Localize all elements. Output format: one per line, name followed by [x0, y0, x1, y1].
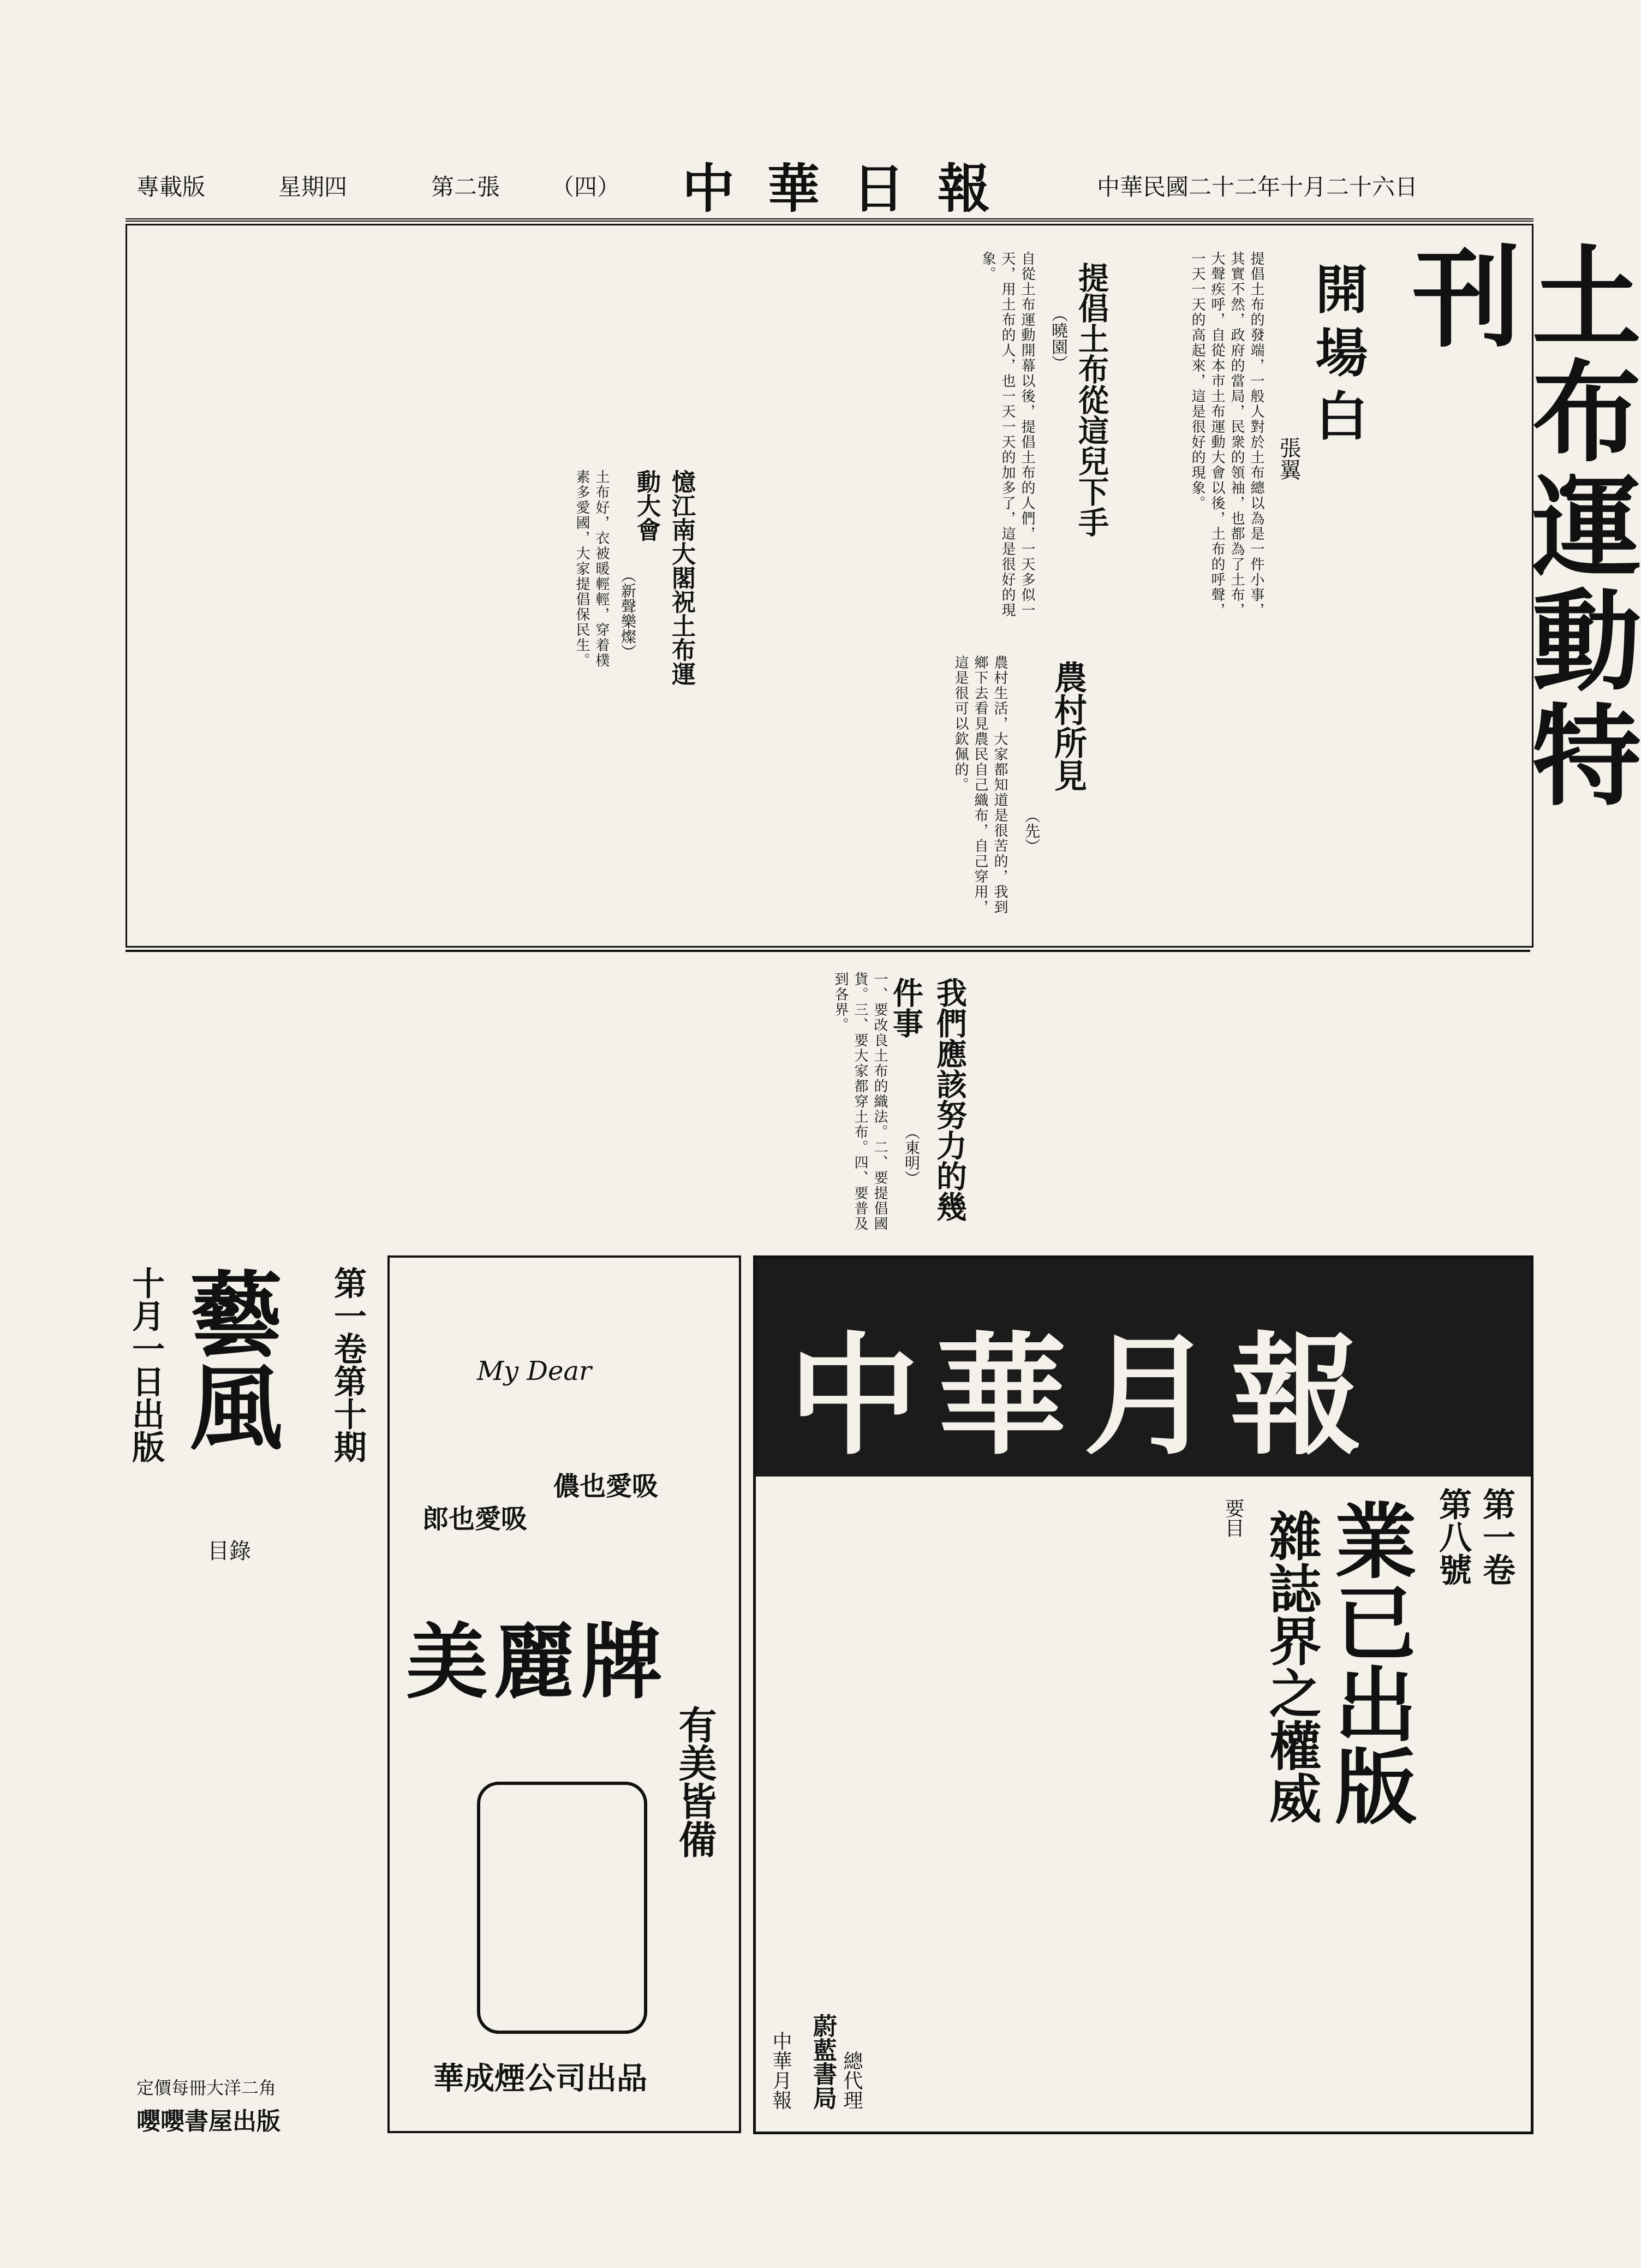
yifeng-date: 十月一日出版	[127, 1266, 165, 1463]
article-title: 憶江南大閣祝土布運動大會	[632, 469, 695, 686]
sheet-number: （四）	[551, 174, 620, 200]
magazine-ad	[753, 1255, 1533, 2134]
cigarette-side: 有美皆備	[672, 1705, 718, 1858]
magazine-slogan: 業已出版	[1321, 1498, 1416, 1826]
page-header	[126, 153, 1533, 222]
cigarette-english: My Dear	[477, 1356, 592, 1386]
article-1	[715, 240, 1119, 633]
magazine-issue: 第八號	[1434, 1487, 1472, 1586]
cigarette-slogan-right: 郎也愛吸	[422, 1504, 528, 1534]
magazine-ad-banner	[756, 1258, 1531, 1477]
article-author: （曉園）	[1048, 306, 1067, 371]
special-title: 土布運動特刊	[1394, 240, 1641, 813]
yifeng-vol: 第一卷第十期	[329, 1266, 367, 1463]
article-text: 土布好，衣被暖輕輕，穿着樸素多愛國，大家提倡保民生。	[574, 469, 610, 668]
magazine-subtitle: 雜誌界之權威	[1261, 1509, 1322, 1824]
cigarette-tin-icon	[477, 1782, 647, 2034]
article-text: 農村生活，大家都知道是很苦的，我到鄉下去看見農民自己織布，自己穿用，這是很可以欽佩的。	[952, 655, 1008, 915]
special-title-block	[1394, 240, 1641, 841]
issue-date: 中華民國二十二年十月二十六日	[1097, 174, 1418, 200]
yifeng-publisher: 嚶嚶書屋出版	[136, 2108, 281, 2135]
article-text: 自從土布運動開幕以後，提倡土布的人們，一天多似一天，用土布的人，也一天一天的加多了，這是很好的現象。	[980, 251, 1035, 618]
article-author: （東明）	[903, 1124, 921, 1186]
article-title: 農村所見	[1049, 660, 1087, 791]
page-number: 第二張	[431, 174, 500, 200]
section-rule	[126, 950, 1530, 952]
magazine-title: 中華月報	[789, 1320, 1378, 1473]
opening-title: 開場白	[1307, 262, 1369, 452]
magazine-toc-label: 要目	[1222, 1498, 1244, 1538]
article-4	[693, 961, 977, 1245]
yifeng-toc-label: 目錄	[207, 1539, 251, 1564]
section-label: 專載版	[136, 174, 206, 200]
opening-author: 張翼	[1276, 437, 1301, 480]
article-title: 我們應該努力的幾件事	[888, 977, 968, 1222]
opening-text: 提倡土布的發端，一般人對於土布總以為是一件小事，其實不然，政府的當局，民衆的領袖，也都為了土布，大聲疾呼，自從本市土布運動大會以後，土布的呼聲，一天一天的高起來，這是很好的現象。	[1189, 251, 1264, 618]
cigarette-brand: 美麗牌	[406, 1615, 669, 1710]
magazine-agent-name: 蔚藍書局	[809, 2014, 837, 2110]
yifeng-title: 藝風	[174, 1266, 282, 1452]
magazine-publisher: 中華月報	[769, 2031, 792, 2110]
weekday: 星期四	[278, 174, 348, 200]
yifeng-price: 定價每冊大洋二角	[136, 2077, 277, 2098]
article-3	[715, 644, 1097, 928]
yifeng-ad	[126, 1255, 377, 2135]
article-author: （新聲樂燦）	[619, 568, 637, 659]
newspaper-page	[126, 153, 1641, 2162]
opening-section	[1135, 240, 1386, 633]
magazine-agent: 總代理	[840, 2051, 863, 2110]
cigarette-maker: 華成煙公司出品	[433, 2061, 647, 2097]
article-author: （先）	[1023, 808, 1041, 854]
magazine-vol: 第一卷	[1477, 1487, 1515, 1586]
masthead: 中華日報	[682, 158, 1023, 219]
article-text: 一、要改良土布的織法。二、要提倡國貨。三、要大家都穿土布。四、要普及到各界。	[832, 972, 888, 1231]
cigarette-slogan-left: 儂也愛吸	[553, 1471, 659, 1502]
article-2	[497, 459, 704, 688]
article-title: 提倡土布從這兒下手	[1073, 262, 1109, 537]
cigarette-ad	[387, 1255, 741, 2133]
